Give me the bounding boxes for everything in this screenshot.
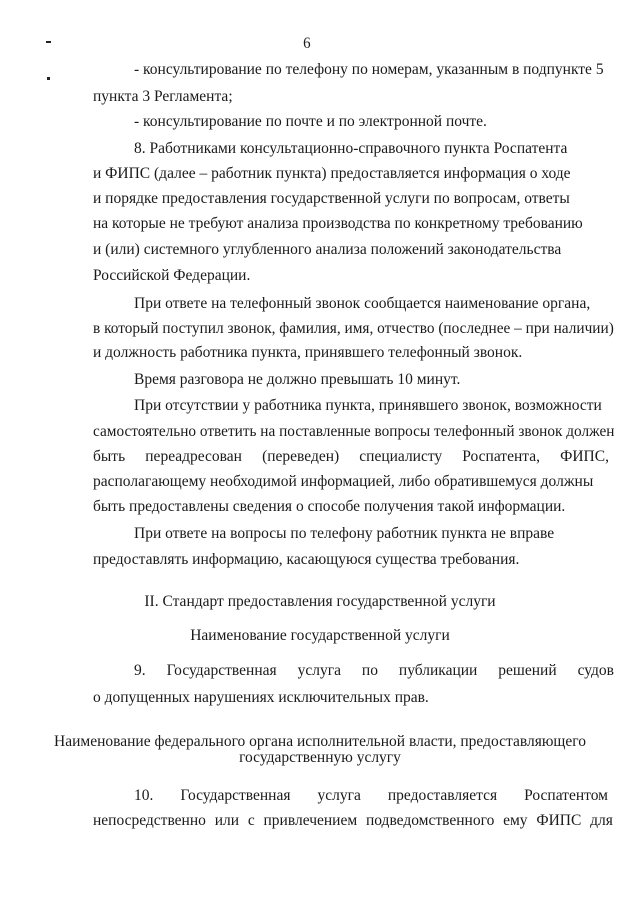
- text-line: пункта 3 Регламента;: [93, 88, 233, 105]
- word: ему: [503, 812, 528, 829]
- text-line-justified: [93, 811, 613, 831]
- text-line: и ФИПС (далее – работник пункта) предоставляется информация о ходе: [93, 165, 571, 182]
- text-line: и (или) системного углубленного анализа положений законодательства: [93, 241, 562, 258]
- word: предоставляется: [387, 787, 498, 804]
- word: по: [361, 662, 378, 679]
- word: 10.: [134, 787, 154, 804]
- word: быть: [93, 448, 126, 465]
- text-line: 8. Работниками консультационно-справочного пункта Роспатента: [134, 140, 568, 157]
- word: ФИПС: [536, 812, 582, 829]
- page-number: 6: [303, 35, 311, 52]
- text-line-justified: [93, 447, 609, 467]
- text-line: в который поступил звонок, фамилия, имя, отчество (последнее – при наличии): [93, 320, 614, 337]
- word: подведомственного: [365, 812, 495, 829]
- text-line: на которые не требуют анализа производства по конкретному требованию: [93, 215, 583, 232]
- word: (переведен): [262, 448, 340, 465]
- subsection-heading: Наименование государственной услуги: [190, 627, 450, 644]
- text-line: располагающему необходимой информацией, либо обратившемуся должны: [93, 473, 594, 490]
- subsection-heading: Наименование федерального органа исполнительной власти, предоставляющего: [54, 733, 586, 750]
- word: 9.: [134, 662, 146, 679]
- text-line: быть предоставлены сведения о способе получения такой информации.: [93, 498, 566, 515]
- word: специалисту: [359, 448, 443, 465]
- text-line: - консультирование по почте и по электронной почте.: [134, 113, 487, 130]
- word: непосредственно: [93, 812, 206, 829]
- word: решений: [498, 662, 557, 679]
- word: переадресован: [145, 448, 242, 465]
- word: ФИПС,: [560, 448, 609, 465]
- text-line: Время разговора не должно превышать 10 минут.: [134, 371, 461, 388]
- text-line: При отсутствии у работника пункта, принявшего звонок, возможности: [134, 397, 602, 414]
- word: Роспатента,: [462, 448, 540, 465]
- word: или: [214, 812, 240, 829]
- text-line: При ответе на телефонный звонок сообщается наименование органа,: [134, 295, 591, 312]
- word: Государственная: [166, 662, 277, 679]
- word: услуга: [297, 662, 341, 679]
- text-line: предоставлять информацию, касающуюся существа требования.: [93, 551, 520, 568]
- word: Роспатентом: [524, 787, 608, 804]
- text-line: - консультирование по телефону по номерам, указанным в подпункте 5: [134, 61, 604, 78]
- section-heading: II. Стандарт предоставления государственной услуги: [144, 593, 496, 610]
- scan-mark: [47, 77, 50, 80]
- word: судов: [577, 662, 614, 679]
- text-line: При ответе на вопросы по телефону работник пункта не вправе: [134, 525, 555, 542]
- word: привлечением: [263, 812, 358, 829]
- text-line: самостоятельно ответить на поставленные вопросы телефонный звонок должен: [93, 423, 615, 440]
- word: с: [247, 812, 255, 829]
- text-line: и порядке предоставления государственной услуги по вопросам, ответы: [93, 190, 570, 207]
- word: публикации: [398, 662, 478, 679]
- subsection-heading: государственную услугу: [239, 749, 401, 766]
- text-line: о допущенных нарушениях исключительных прав.: [93, 689, 429, 706]
- word: Государственная: [180, 787, 291, 804]
- text-line: и должность работника пункта, принявшего телефонный звонок.: [93, 344, 523, 361]
- text-line-justified: [134, 661, 614, 681]
- text-line-justified: [134, 786, 608, 806]
- word: для: [590, 812, 613, 829]
- word: услуга: [317, 787, 361, 804]
- text-line: Российской Федерации.: [93, 267, 251, 284]
- scan-mark: [46, 41, 51, 43]
